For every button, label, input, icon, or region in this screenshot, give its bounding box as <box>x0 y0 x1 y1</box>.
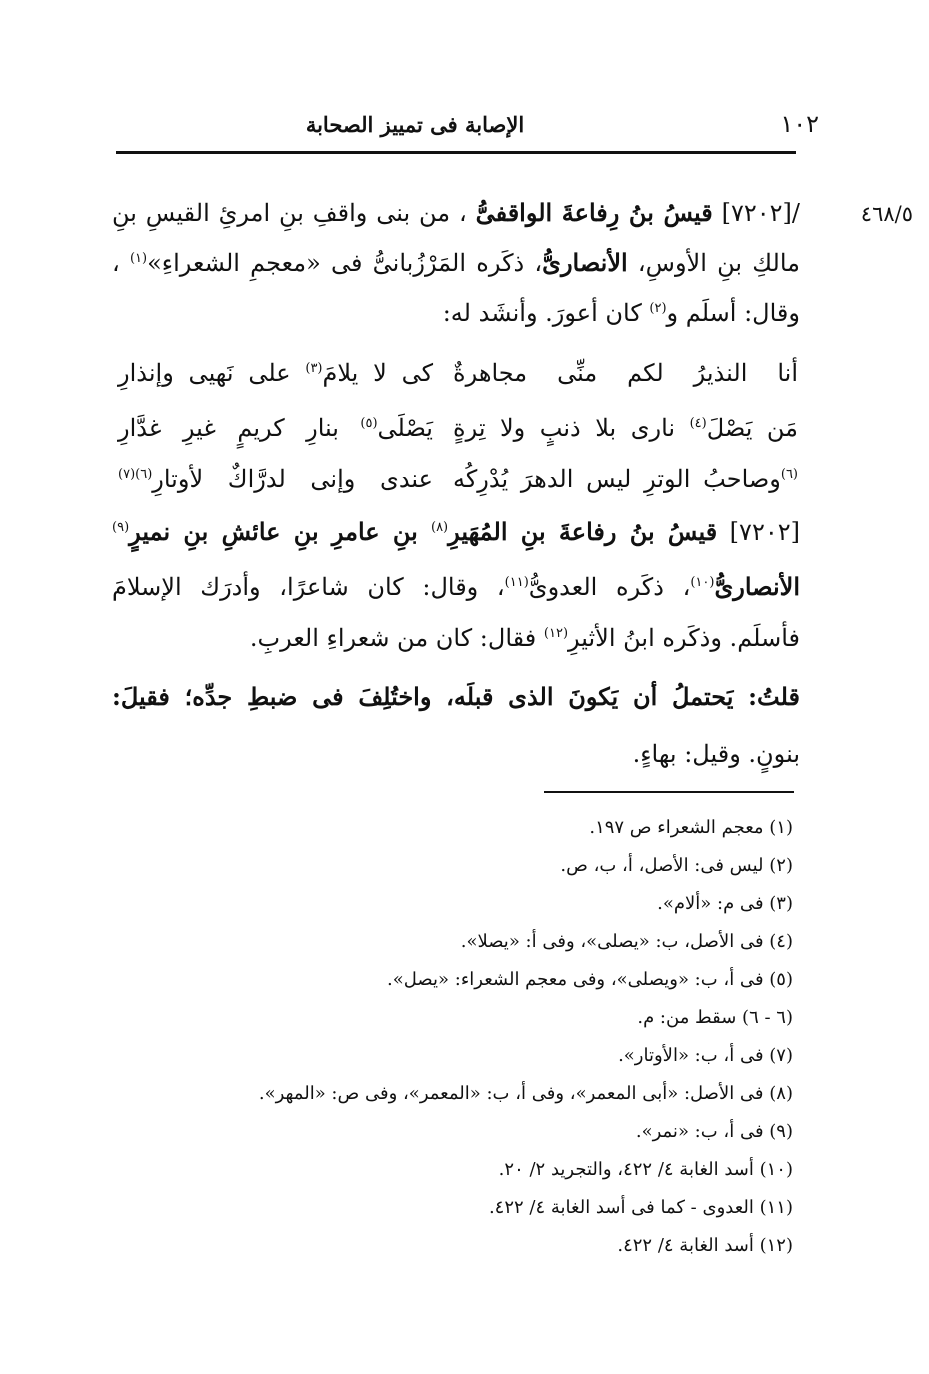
entry2-line2 <box>112 570 800 604</box>
page-number: ١٠٢ <box>780 110 819 138</box>
footnote-ref: (٦)(٧) <box>118 467 153 482</box>
margin-reference: ٤٦٨/٥ <box>860 202 913 226</box>
note-line2 <box>112 737 800 771</box>
text-run: مَن يَصْلَ <box>706 414 799 442</box>
footnote-ref: (٩) <box>112 520 130 535</box>
footnote-ref: (٥) <box>360 416 378 431</box>
text-run: ، ذكَره العدوىُّ <box>528 573 691 601</box>
footnote-ref: (١٠) <box>690 575 715 590</box>
text-run: ، <box>112 249 130 277</box>
hemistich <box>118 462 433 496</box>
text-run: بنونٍ. وقيل: بهاءٍ. <box>632 740 800 768</box>
footnote: (١١) العدوى - كما فى أسد الغابة ٤/ ٤٢٢. <box>488 1197 793 1218</box>
text-run: ، من بنى واقفِ بنِ امرئِ القيسِ بنِ <box>112 199 467 227</box>
footnote: (٢) ليس فى: الأصل، أ، ب، ص. <box>560 855 793 876</box>
hemistich <box>118 411 433 445</box>
footnote-ref: (١٢) <box>543 626 569 641</box>
hemistich <box>453 411 798 445</box>
footnote: (٩) فى أ، ب: «نمر». <box>635 1121 793 1142</box>
verse-line3 <box>118 462 798 496</box>
entry2-line3 <box>112 621 800 655</box>
footnote: (٥) فى أ، ب: «ويصلى»، وفى معجم الشعراء: «يصل». <box>387 969 793 990</box>
entry-number: /[٧٢٠٢] <box>712 199 800 227</box>
hemistich <box>453 462 798 496</box>
entry-name: قيسُ بنُ رفاعةَ بنِ المُهَيرِ <box>448 517 718 546</box>
footnote: (٧) فى أ، ب: «الأوتار». <box>618 1045 793 1066</box>
text-run: مالكِ بنِ الأوسِ، <box>627 249 801 277</box>
footnote-ref: (٣) <box>305 361 323 376</box>
text-run: ، ذكَره المَرْزُبانىُّ فى «معجمِ الشعراءِ» <box>147 249 543 277</box>
footnote-rule <box>544 791 794 793</box>
text-run: وصاحبُ الوترِ ليس الدهرَ يُدْرِكُه <box>453 465 781 493</box>
footnote-ref: (١١) <box>504 575 529 590</box>
footnote-ref: (٨) <box>430 520 449 535</box>
footnote-ref: (٢) <box>649 301 667 316</box>
footnote: (٣) فى م: «ألام». <box>657 893 793 914</box>
text-run: يَصْلَى <box>377 414 433 442</box>
footnote: (٤) فى الأصل، ب: «يصلى»، وفى أ: «يصلا». <box>460 931 793 952</box>
footnote: (١٢) أسد الغابة ٤/ ٤٢٢. <box>617 1235 793 1256</box>
hemistich <box>118 356 433 390</box>
running-title: الإصابة فى تمييز الصحابة <box>305 112 525 137</box>
footnote: (١٠) أسد الغابة ٤/ ٤٢٢، والتجريد ٢/ ٢٠. <box>498 1159 793 1180</box>
entry-name: قيسُ بنُ رِفاعةَ الواقفىُّ <box>475 198 713 227</box>
text-run: قلتُ: يَحتملُ أن يَكونَ الذى قبلَه، واختُلِفَ فى ضبطِ جدِّه؛ فقيلَ: <box>112 682 801 711</box>
footnote: (٨) فى الأصل: «أبى المعمر»، وفى أ، ب: «المعمر»، وفى ص: «المهر». <box>258 1083 793 1104</box>
verse-line2 <box>118 411 798 445</box>
text-run: الأنصارىُّ <box>714 572 800 601</box>
text-run: ، وقال: كان شاعرًا، وأدرَك الإسلامَ <box>112 573 505 601</box>
note-line1 <box>112 680 800 714</box>
text-run: وقال: أسلَم و <box>666 299 800 327</box>
footnote-ref: (٤) <box>689 416 707 431</box>
text-run: على نَهيى وإنذارِ <box>118 359 306 387</box>
header-rule <box>116 151 796 154</box>
hemistich: أنا النذيرُ لكم منِّى مجاهرةٌ <box>453 359 798 387</box>
text-run: فقال: كان من شعراءِ العربِ. <box>249 624 544 652</box>
text-run: كى لا يلامَ <box>322 359 434 387</box>
text-run: فأسلَم. وذكَره ابنُ الأثيرِ <box>568 624 800 652</box>
entry-number: [٧٢٠٢] <box>717 518 800 546</box>
verse-line1 <box>118 356 798 390</box>
entry1-line2 <box>112 246 800 280</box>
entry2-line1 <box>112 515 800 549</box>
text-run: بنارِ كريمٍ غيرِ غدَّارِ <box>118 414 361 442</box>
text-run: عندى وإنى لدرَّاكٌ لأوتارِ <box>152 465 433 493</box>
text-run: الأنصارىُّ <box>542 248 628 277</box>
footnote: (١) معجم الشعراء ص ١٩٧. <box>589 817 793 838</box>
entry1-line1 <box>112 196 800 230</box>
entry-name: بنِ عامرِ بنِ عائشِ بنِ نميرٍ <box>129 517 431 546</box>
text-run: كان أعورَ. وأنشَد له: <box>442 299 650 327</box>
footnote-ref: (١) <box>129 251 148 266</box>
footnote: (٦ - ٦) سقط من: م. <box>637 1007 793 1028</box>
footnote-ref: (٦) <box>780 467 798 482</box>
entry1-line3 <box>112 296 800 330</box>
text-run: نارى بلا ذنبٍ ولا تِرةٍ <box>453 414 690 442</box>
